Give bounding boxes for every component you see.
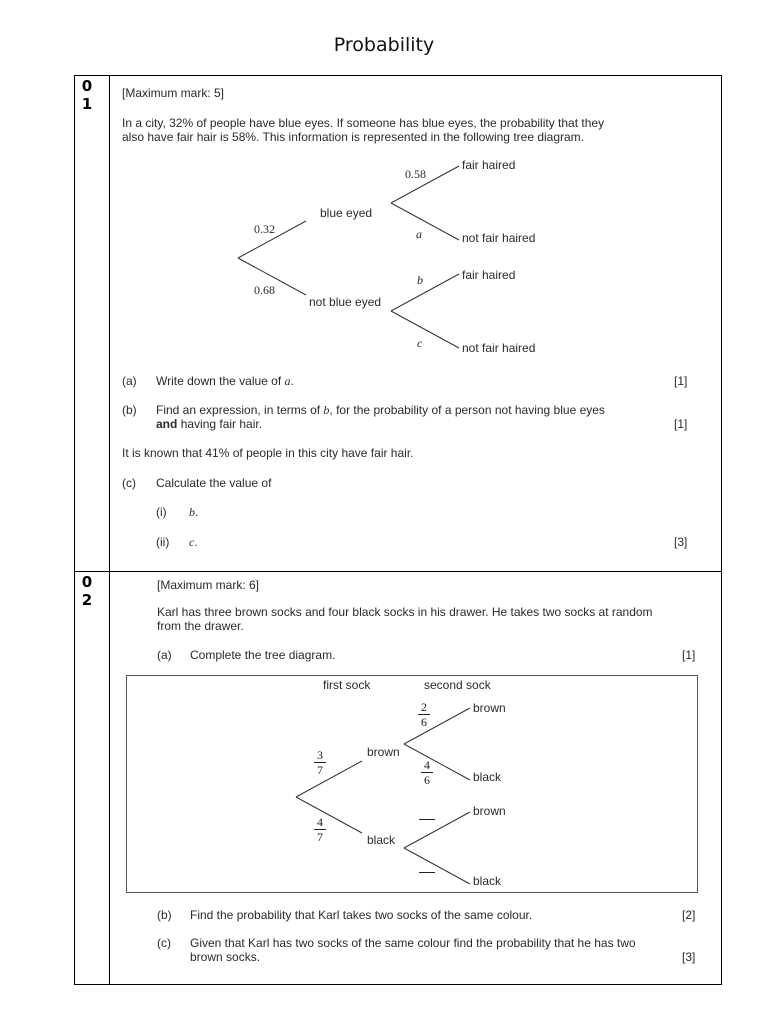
q1-fair-haired-1: fair haired [462, 158, 516, 172]
q1-part-b-text-3: having fair hair. [180, 417, 263, 431]
q1-number-digit-2: 1 [81, 95, 93, 113]
q2-part-a-label: (a) [157, 648, 172, 662]
q1-var-a: a [416, 227, 422, 241]
q2-label-brown-2a: brown [473, 701, 506, 715]
q1-part-c-label: (c) [122, 476, 136, 490]
table-column-divider [109, 75, 110, 985]
q2-max-mark: [Maximum mark: 6] [157, 578, 260, 592]
q2-second-sock-header: second sock [424, 678, 491, 692]
q1-part-a-var: a [284, 374, 291, 388]
q1-var-c: c [417, 336, 423, 350]
q2-part-c-mark: [3] [682, 950, 696, 964]
q2-prob-brown [313, 749, 327, 776]
q1-not-fair-haired-2: not fair haired [462, 341, 536, 355]
q2-prob-black-den: 7 [317, 830, 323, 844]
q1-intro-line-1: In a city, 32% of people have blue eyes. If someone has blue eyes, the probability that they [122, 116, 605, 130]
q1-part-a-text [156, 374, 294, 389]
q2-prob-brown-brown [417, 701, 431, 728]
q1-known-fact: It is known that 41% of people in this city have fair hair. [122, 446, 414, 460]
q2-part-a-mark: [1] [682, 648, 696, 662]
q2-number-digit-2: 2 [81, 591, 93, 609]
q2-label-brown-2b: brown [473, 804, 506, 818]
q2-part-b-text: Find the probability that Karl takes two socks of the same colour. [190, 908, 533, 922]
q1-part-b-bold: and [156, 417, 178, 431]
table-row-divider [74, 571, 722, 572]
q1-part-c-ii-label: (ii) [156, 535, 170, 549]
q2-tree-diagram-box [126, 675, 698, 893]
q2-prob-black [313, 816, 327, 843]
q2-part-b-mark: [2] [682, 908, 696, 922]
q2-part-a-text: Complete the tree diagram. [190, 648, 336, 662]
q1-part-c-i-label: (i) [156, 505, 167, 519]
q1-blue-eyed: blue eyed [320, 206, 373, 220]
q2-part-c-label: (c) [157, 936, 171, 950]
q2-first-sock-header: first sock [323, 678, 371, 692]
q1-max-mark: [Maximum mark: 5] [122, 86, 225, 100]
q2-part-b-label: (b) [157, 908, 172, 922]
q1-part-b-line-2 [156, 417, 262, 432]
q2-prob-brown-brown-num: 2 [421, 700, 427, 714]
q1-part-a-end: . [290, 374, 294, 388]
q1-part-b-text-2: , for the probability of a person not having blue eyes [329, 403, 605, 417]
q1-part-b-text-1: Find an expression, in terms of [156, 403, 321, 417]
q2-prob-brown-black [420, 759, 434, 786]
q2-number [80, 573, 94, 609]
q2-blank-black-black [419, 872, 435, 873]
q2-prob-brown-brown-den: 6 [421, 715, 427, 729]
q1-fair-haired-2: fair haired [462, 268, 516, 282]
q1-part-c-mark: [3] [674, 535, 688, 549]
q1-part-c-ii [189, 535, 198, 550]
q1-number [80, 77, 94, 113]
q1-part-c-ii-var: c [189, 535, 195, 549]
q2-prob-brown-den: 7 [317, 763, 323, 777]
q2-prob-black-num: 4 [317, 815, 323, 829]
page-title: Probability [333, 34, 435, 56]
q1-prob-not-blue: 0.68 [254, 283, 275, 297]
q1-part-b-var: b [323, 403, 330, 417]
q1-part-c-i [189, 505, 198, 520]
q1-part-b-label: (b) [122, 403, 137, 417]
q2-part-c-line-2: brown socks. [190, 950, 261, 964]
q2-prob-brown-num: 3 [317, 748, 323, 762]
q1-part-c-i-var: b [189, 505, 195, 519]
q1-not-blue-eyed: not blue eyed [309, 295, 382, 309]
q2-intro-line-2: from the drawer. [157, 619, 244, 633]
q2-label-black-2b: black [473, 874, 502, 888]
q2-blank-black-brown [419, 819, 435, 820]
q1-part-c-ii-end: . [194, 535, 198, 549]
q1-part-c-i-end: . [195, 505, 199, 519]
q2-label-black-2a: black [473, 770, 502, 784]
q1-part-c-text: Calculate the value of [156, 476, 272, 490]
q1-prob-fair-given-blue: 0.58 [405, 167, 426, 181]
q1-prob-blue: 0.32 [254, 222, 275, 236]
q2-prob-brown-black-den: 6 [424, 773, 430, 787]
q1-part-b-mark: [1] [674, 417, 688, 431]
q1-var-b: b [417, 273, 423, 287]
q2-prob-brown-black-num: 4 [424, 758, 430, 772]
q1-part-a-question: Write down the value of [156, 374, 282, 388]
q1-part-a-mark: [1] [674, 374, 688, 388]
q2-label-brown: brown [367, 745, 400, 759]
q1-number-digit-1: 0 [81, 77, 93, 95]
q2-number-digit-1: 0 [81, 573, 93, 591]
q1-intro-line-2: also have fair hair is 58%. This information is represented in the following tree diagram. [122, 130, 585, 144]
q1-part-b-line-1 [156, 403, 605, 418]
q1-not-fair-haired-1: not fair haired [462, 231, 536, 245]
q2-label-black: black [367, 833, 396, 847]
q1-part-a-label: (a) [122, 374, 137, 388]
q2-intro-line-1: Karl has three brown socks and four black socks in his drawer. He takes two socks at random [157, 605, 653, 619]
q2-part-c-line-1: Given that Karl has two socks of the same colour find the probability that he has two [190, 936, 636, 950]
